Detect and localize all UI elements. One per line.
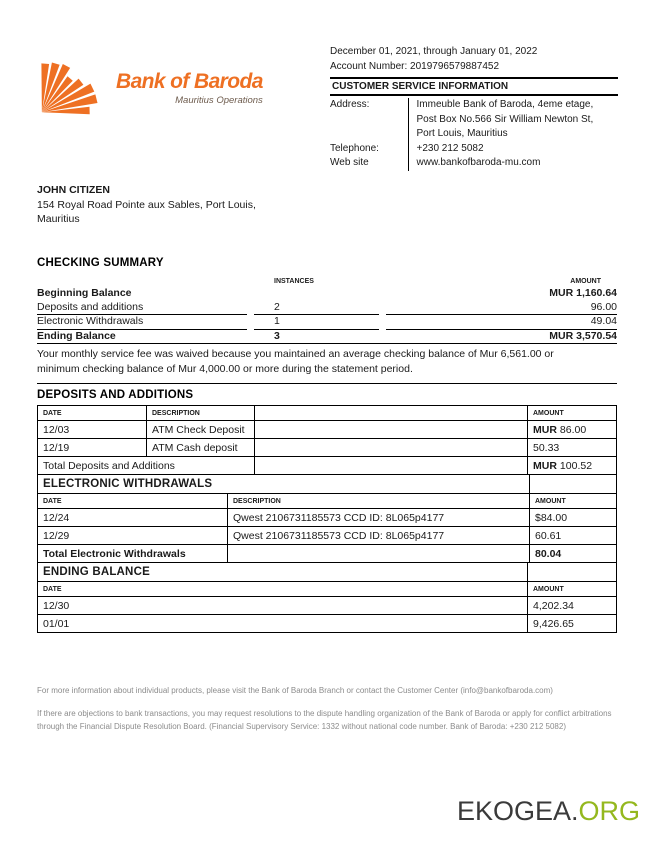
- table-row: [38, 527, 617, 545]
- total-label: Total Electronic Withdrawals: [38, 545, 228, 563]
- withdrawals-table: [37, 474, 617, 563]
- address-line: Port Louis, Mauritius: [416, 128, 508, 139]
- total-amount: [528, 457, 617, 475]
- summary-instances: [254, 287, 379, 301]
- summary-instances: 1: [254, 315, 379, 330]
- total-label: Total Deposits and Additions: [38, 457, 255, 475]
- total-amount: 80.04: [530, 545, 617, 563]
- brand-text: [116, 54, 263, 116]
- summary-row-withdrawals: [37, 315, 617, 330]
- table-row: [38, 597, 617, 615]
- address-line: Immeuble Bank of Baroda, 4eme etage,: [416, 99, 594, 110]
- summary-instances: 3: [274, 329, 280, 342]
- brand-block: [38, 54, 263, 116]
- amount-value: 86.00: [559, 423, 587, 436]
- service-fee-note-line: Your monthly service fee was waived because you maintained an average checking balance of Mur 6,561.00 or: [37, 348, 554, 360]
- summary-label: Deposits and additions: [37, 301, 247, 316]
- table-row: [330, 98, 618, 142]
- col-amount: AMOUNT: [528, 406, 617, 421]
- cell-amount: 4,202.34: [528, 597, 617, 615]
- cell-blank: [255, 421, 528, 439]
- cell-description: ATM Check Deposit: [147, 421, 255, 439]
- summary-label: Beginning Balance: [37, 287, 132, 299]
- summary-label: Electronic Withdrawals: [37, 315, 247, 330]
- col-blank: [255, 406, 528, 421]
- col-amount: AMOUNT: [530, 494, 617, 509]
- table-title-row: [38, 563, 617, 582]
- account-number-value: 2019796579887452: [410, 61, 500, 72]
- footer-paragraph: For more information about individual products, please visit the Bank of Baroda Branch or contact the Customer Center (info@bankofbaroda.com): [37, 686, 553, 695]
- table-total-row: [38, 457, 617, 475]
- table-title-row: [38, 475, 617, 494]
- watermark-primary: EKOGEA.: [456, 796, 579, 826]
- cell-blank: [528, 563, 617, 582]
- service-fee-note-line: minimum checking balance of Mur 4,000.00 or more during the statement period.: [37, 363, 413, 375]
- customer-address-line: Mauritius: [37, 213, 80, 225]
- summary-label: Ending Balance: [37, 329, 116, 342]
- cell-blank: [228, 545, 530, 563]
- statement-body: [37, 257, 617, 633]
- ekogea-watermark: [457, 796, 640, 827]
- cell-amount: 60.61: [530, 527, 617, 545]
- baroda-sun-icon: [38, 54, 104, 116]
- address-value: [408, 98, 618, 142]
- cell-blank: [530, 475, 617, 494]
- cell-amount: [528, 439, 617, 457]
- summary-col-instances: INSTANCES: [274, 278, 314, 285]
- website-label: Web site: [330, 157, 369, 168]
- table-row: [330, 142, 618, 157]
- cell-amount: [528, 421, 617, 439]
- telephone-value: +230 212 5082: [408, 142, 618, 157]
- summary-amount: 96.00: [386, 301, 617, 316]
- address-label: Address:: [330, 99, 370, 110]
- deposits-table: [37, 405, 617, 475]
- cell-description: Qwest 2106731185573 CCD ID: 8L065p4177: [228, 509, 530, 527]
- account-number-label: Account Number:: [330, 61, 408, 72]
- cell-amount: 9,426.65: [528, 615, 617, 633]
- summary-amount: 49.04: [386, 315, 617, 330]
- table-total-row: [38, 545, 617, 563]
- summary-row-beginning-balance: [37, 287, 617, 301]
- currency-code: MUR: [533, 423, 557, 436]
- amount-value: 100.52: [559, 459, 593, 472]
- col-date: DATE: [38, 406, 147, 421]
- customer-address-block: [37, 183, 256, 227]
- cell-blank: [255, 457, 528, 475]
- summary-amount: MUR 3,570.54: [549, 329, 617, 342]
- footer-paragraph: If there are objections to bank transactions, you may request resolutions to the dispute handling organization of the Bank of Baroda or apply for conflict arbitrations through the Financial Dispute Resolution Board. (Financial Supervisory Service: 1332 without national code number. Bank of Baroda: +230 212 5082): [37, 709, 612, 732]
- ending-balance-table: [37, 562, 617, 633]
- col-date: DATE: [38, 582, 528, 597]
- table-header-row: [38, 582, 617, 597]
- checking-summary-header: [37, 277, 617, 287]
- customer-name: JOHN CITIZEN: [37, 184, 110, 196]
- service-fee-note: [37, 344, 617, 384]
- cell-date: 12/03: [38, 421, 147, 439]
- cell-date: 12/30: [38, 597, 528, 615]
- table-row: [38, 421, 617, 439]
- customer-service-title: CUSTOMER SERVICE INFORMATION: [330, 77, 618, 96]
- table-header-row: [38, 406, 617, 421]
- summary-amount: MUR 1,160.64: [549, 287, 617, 299]
- summary-col-spacer: [37, 277, 247, 287]
- col-description: DESCRIPTION: [228, 494, 530, 509]
- cell-date: 12/29: [38, 527, 228, 545]
- cell-date: 01/01: [38, 615, 528, 633]
- cell-date: 12/24: [38, 509, 228, 527]
- table-row: [38, 509, 617, 527]
- col-amount: AMOUNT: [528, 582, 617, 597]
- table-row: [330, 156, 618, 171]
- summary-col-amount: AMOUNT: [570, 278, 601, 285]
- deposits-title: DEPOSITS AND ADDITIONS: [37, 389, 194, 401]
- table-row: [38, 439, 617, 457]
- customer-address-line: 154 Royal Road Pointe aux Sables, Port Louis,: [37, 198, 256, 211]
- col-date: DATE: [38, 494, 228, 509]
- ending-balance-title: ENDING BALANCE: [38, 563, 528, 582]
- table-header-row: [38, 494, 617, 509]
- withdrawals-title: ELECTRONIC WITHDRAWALS: [38, 475, 530, 494]
- summary-instances: 2: [254, 301, 379, 316]
- statement-period: December 01, 2021, through January 01, 2022: [330, 46, 538, 57]
- summary-row-deposits: [37, 301, 617, 316]
- cell-amount: $84.00: [530, 509, 617, 527]
- amount-value: 50.33: [533, 441, 560, 454]
- brand-name: Bank of Baroda: [116, 70, 263, 93]
- summary-row-ending-balance: [37, 330, 617, 345]
- customer-service-table: [330, 98, 618, 171]
- table-row: [38, 615, 617, 633]
- checking-summary-title: CHECKING SUMMARY: [37, 257, 164, 269]
- brand-tagline: Mauritius Operations: [175, 95, 263, 106]
- cell-description: ATM Cash deposit: [147, 439, 255, 457]
- cell-blank: [255, 439, 528, 457]
- address-line: Post Box No.566 Sir William Newton St,: [416, 113, 594, 125]
- cell-date: 12/19: [38, 439, 147, 457]
- customer-service-block: [330, 44, 618, 171]
- currency-code: MUR: [533, 459, 557, 472]
- watermark-secondary: ORG: [578, 796, 640, 826]
- cell-description: Qwest 2106731185573 CCD ID: 8L065p4177: [228, 527, 530, 545]
- website-value: www.bankofbaroda-mu.com: [408, 156, 618, 171]
- col-description: DESCRIPTION: [147, 406, 255, 421]
- account-number-line: [330, 59, 618, 74]
- telephone-label: Telephone:: [330, 142, 379, 154]
- footer-disclaimers: [37, 684, 615, 734]
